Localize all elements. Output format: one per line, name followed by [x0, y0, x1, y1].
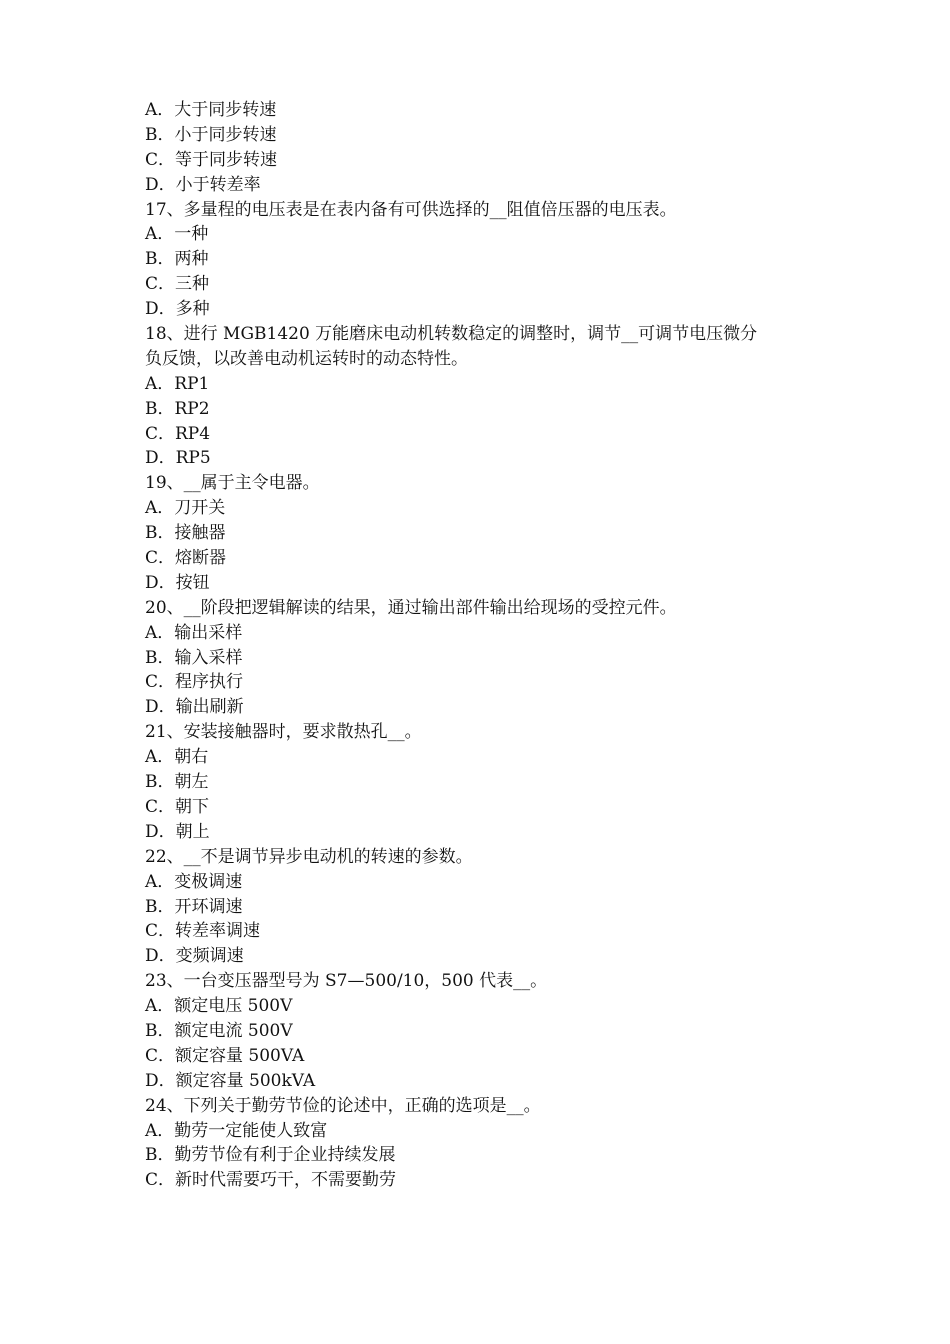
- option-line: A．勤劳一定能使人致富: [145, 1120, 328, 1141]
- option-line: D．小于转差率: [145, 174, 261, 195]
- question-24: 24、下列关于勤劳节俭的论述中，正确的选项是__。: [145, 1095, 541, 1116]
- option-line: B．RP2: [145, 398, 210, 419]
- option-line: C．RP4: [145, 423, 211, 444]
- option-line: A．刀开关: [145, 498, 226, 519]
- option-line: A．额定电压 500V: [145, 996, 293, 1017]
- option-line: C．等于同步转速: [145, 149, 278, 170]
- option-line: C．三种: [145, 274, 210, 295]
- option-line: D．多种: [145, 299, 210, 320]
- option-line: C．额定容量 500VA: [145, 1045, 305, 1066]
- question-20: 20、__阶段把逻辑解读的结果，通过输出部件输出给现场的受控元件。: [145, 597, 677, 618]
- option-line: B．朝左: [145, 772, 209, 793]
- question-17: 17、多量程的电压表是在表内备有可供选择的__阻值倍压器的电压表。: [145, 199, 677, 220]
- option-line: B．小于同步转速: [145, 124, 277, 145]
- option-line: A．输出采样: [145, 622, 243, 643]
- option-line: B．额定电流 500V: [145, 1020, 293, 1041]
- option-line: D．变频调速: [145, 946, 244, 967]
- option-line: D．额定容量 500kVA: [145, 1070, 316, 1091]
- option-line: A．RP1: [145, 373, 210, 394]
- document-body: [145, 98, 815, 1193]
- question-22: 22、__不是调节异步电动机的转速的参数。: [145, 846, 473, 867]
- option-line: A．大于同步转速: [145, 100, 277, 120]
- option-line: A．一种: [145, 224, 209, 245]
- option-line: D．输出刷新: [145, 697, 244, 718]
- question-23: 23、一台变压器型号为 S7—500/10，500 代表__。: [145, 971, 548, 992]
- option-line: D．朝上: [145, 821, 210, 842]
- question-21: 21、安装接触器时，要求散热孔__。: [145, 722, 422, 743]
- option-line: B．勤劳节俭有利于企业持续发展: [145, 1145, 396, 1166]
- question-19: 19、__属于主令电器。: [145, 473, 320, 494]
- option-line: D．按钮: [145, 572, 210, 593]
- option-line: C．程序执行: [145, 672, 244, 693]
- option-line: B．输入采样: [145, 647, 243, 668]
- option-line: C．朝下: [145, 796, 210, 817]
- option-line: D．RP5: [145, 448, 211, 469]
- option-line: C．新时代需要巧干，不需要勤劳: [145, 1170, 397, 1191]
- option-line: B．接触器: [145, 523, 226, 544]
- option-line: C．转差率调速: [145, 921, 261, 942]
- option-line: A．变极调速: [145, 871, 243, 892]
- option-line: A．朝右: [145, 747, 209, 768]
- option-line: B．开环调速: [145, 896, 243, 917]
- option-line: B．两种: [145, 249, 209, 270]
- question-18-continued: 负反馈，以改善电动机运转时的动态特性。: [145, 348, 468, 369]
- question-18: 18、进行 MGB1420 万能磨床电动机转数稳定的调整时，调节__可调节电压微分: [145, 324, 758, 345]
- option-line: C．熔断器: [145, 548, 227, 569]
